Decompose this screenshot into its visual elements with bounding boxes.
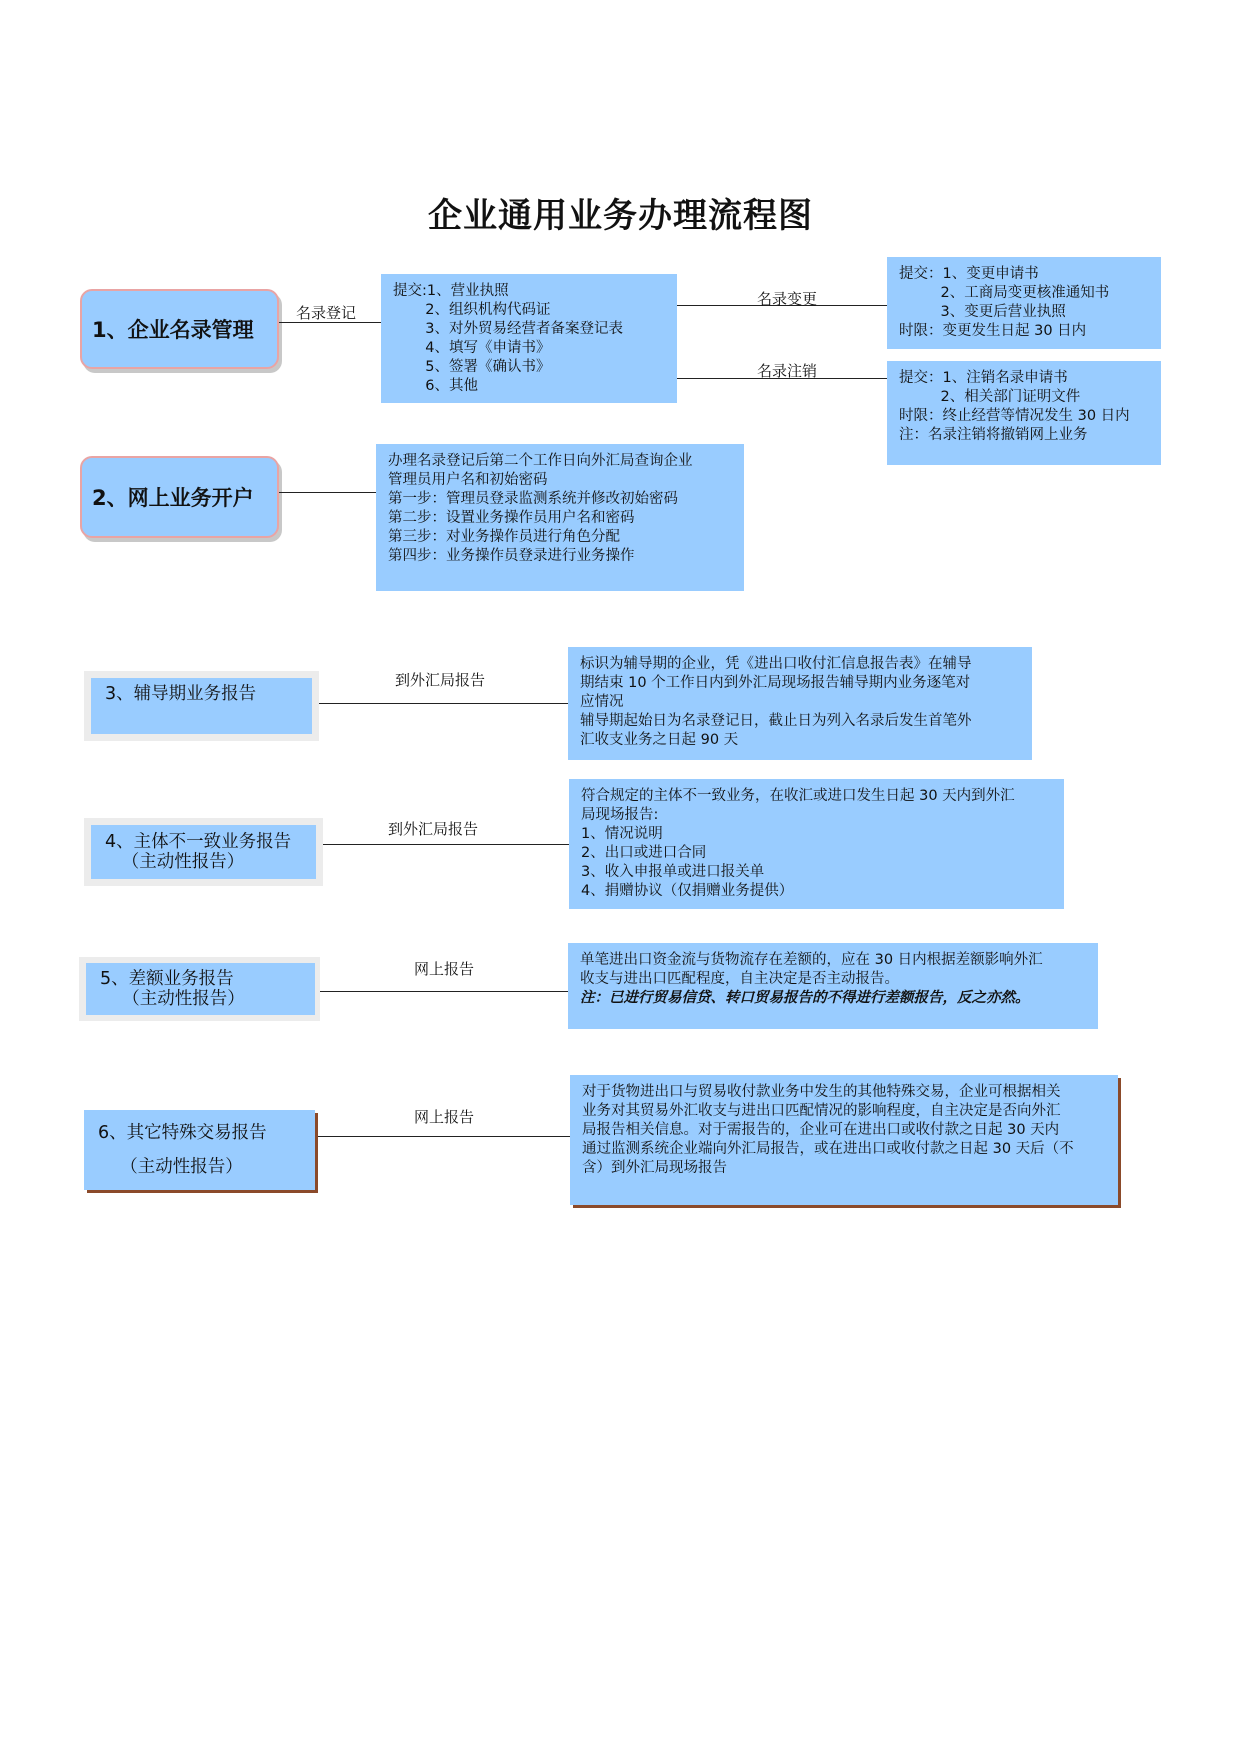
special-transaction-box <box>84 1110 315 1190</box>
list-item: 局现场报告: <box>581 807 659 823</box>
list-item: 局报告相关信息。对于需报告的，企业可在进出口或收付款之日起 30 天内 <box>582 1122 1060 1138</box>
list-item: 第四步：业务操作员登录进行业务操作 <box>388 548 635 564</box>
connector-label: 网上报告 <box>414 960 475 978</box>
list-item: 提交：1、注销名录申请书 <box>899 370 1068 386</box>
connector-label: 到外汇局报告 <box>395 671 486 689</box>
list-item: 3、对外贸易经营者备案登记表 <box>393 321 623 337</box>
list-item: 第一步：管理员登录监测系统并修改初始密码 <box>388 491 678 507</box>
list-item: 3、变更后营业执照 <box>899 304 1066 320</box>
connector-line <box>318 1136 570 1137</box>
list-item: 期结束 10 个工作日内到外汇局现场报告辅导期内业务逐笔对 <box>580 675 971 691</box>
connector-line <box>320 991 568 992</box>
special-transaction-label: 6、其它特殊交易报告 <box>98 1123 267 1143</box>
list-item: 2、组织机构代码证 <box>393 302 551 318</box>
list-item: 通过监测系统企业端向外汇局报告，或在进出口或收付款之日起 30 天后（不 <box>582 1141 1074 1157</box>
connector-label: 名录变更 <box>757 290 818 308</box>
special-transaction-spacer <box>98 1143 315 1157</box>
list-item: 应情况 <box>580 694 624 710</box>
special-transaction-sublabel: （主动性报告） <box>98 1157 243 1177</box>
list-item: 汇收支业务之日起 90 天 <box>580 732 739 748</box>
inconsistent-entity-box <box>91 825 316 879</box>
list-item: 时限：变更发生日起 30 日内 <box>899 323 1087 339</box>
difference-note: 注：已进行贸易信贷、转口贸易报告的不得进行差额报告，反之亦然。 <box>580 990 1030 1006</box>
online-account-label: 2、网上业务开户 <box>92 486 254 510</box>
connector-line <box>323 844 569 845</box>
difference-business-label: 5、差额业务报告 <box>100 969 234 989</box>
list-item: 管理员用户名和初始密码 <box>388 472 548 488</box>
online-account-info-box <box>376 444 744 591</box>
inconsistent-entity-label: 4、主体不一致业务报告 <box>105 832 292 852</box>
list-item: 4、捐赠协议（仅捐赠业务提供） <box>581 883 794 899</box>
inconsistent-entity-info-box <box>569 779 1064 909</box>
list-item: 收支与进出口匹配程度，自主决定是否主动报告。 <box>580 971 899 987</box>
list-item: 3、收入申报单或进口报关单 <box>581 864 765 880</box>
list-item: 2、相关部门证明文件 <box>899 389 1081 405</box>
directory-change-box <box>887 257 1161 349</box>
registration-submit-box <box>381 274 677 403</box>
online-account-box <box>80 456 279 538</box>
list-item: 4、填写《申请书》 <box>393 340 551 356</box>
list-item: 办理名录登记后第二个工作日向外汇局查询企业 <box>388 453 693 469</box>
difference-business-box <box>86 963 315 1015</box>
list-item: 对于货物进出口与贸易收付款业务中发生的其他特殊交易，企业可根据相关 <box>582 1084 1061 1100</box>
list-item: 提交：1、变更申请书 <box>899 266 1039 282</box>
list-item: 提交:1、营业执照 <box>393 283 509 299</box>
list-item: 2、出口或进口合同 <box>581 845 707 861</box>
difference-business-info-box <box>568 943 1098 1029</box>
coaching-period-info-box <box>568 647 1032 760</box>
special-transaction-info-box <box>570 1075 1118 1205</box>
list-item: 5、签署《确认书》 <box>393 359 551 375</box>
list-item: 标识为辅导期的企业，凭《进出口收付汇信息报告表》在辅导 <box>580 656 972 672</box>
list-item: 时限：终止经营等情况发生 30 日内 <box>899 408 1130 424</box>
connector-line <box>319 703 568 704</box>
inconsistent-entity-sublabel: （主动性报告） <box>105 852 245 872</box>
list-item: 含）到外汇局现场报告 <box>582 1160 727 1176</box>
list-item: 注：名录注销将撤销网上业务 <box>899 427 1088 443</box>
connector-label: 名录登记 <box>296 304 357 322</box>
coaching-period-label: 3、辅导期业务报告 <box>105 684 257 704</box>
difference-business-sublabel: （主动性报告） <box>100 989 245 1009</box>
enterprise-directory-box <box>80 289 279 369</box>
directory-cancel-box <box>887 361 1161 465</box>
list-item: 6、其他 <box>393 378 478 394</box>
list-item: 第三步：对业务操作员进行角色分配 <box>388 529 620 545</box>
list-item: 单笔进出口资金流与货物流存在差额的，应在 30 日内根据差额影响外汇 <box>580 952 1043 968</box>
connector-label: 网上报告 <box>414 1108 475 1126</box>
list-item: 1、情况说明 <box>581 826 663 842</box>
connector-label: 到外汇局报告 <box>388 820 479 838</box>
enterprise-directory-label: 1、企业名录管理 <box>92 318 254 342</box>
connector-line <box>279 492 376 493</box>
list-item: 辅导期起始日为名录登记日，截止日为列入名录后发生首笔外 <box>580 713 972 729</box>
coaching-period-box <box>91 678 312 734</box>
page-title: 企业通用业务办理流程图 <box>428 196 813 236</box>
connector-label: 名录注销 <box>757 362 818 380</box>
list-item: 业务对其贸易外汇收支与进出口匹配情况的影响程度，自主决定是否向外汇 <box>582 1103 1061 1119</box>
list-item: 符合规定的主体不一致业务，在收汇或进口发生日起 30 天内到外汇 <box>581 788 1015 804</box>
list-item: 2、工商局变更核准通知书 <box>899 285 1110 301</box>
list-item: 第二步：设置业务操作员用户名和密码 <box>388 510 635 526</box>
